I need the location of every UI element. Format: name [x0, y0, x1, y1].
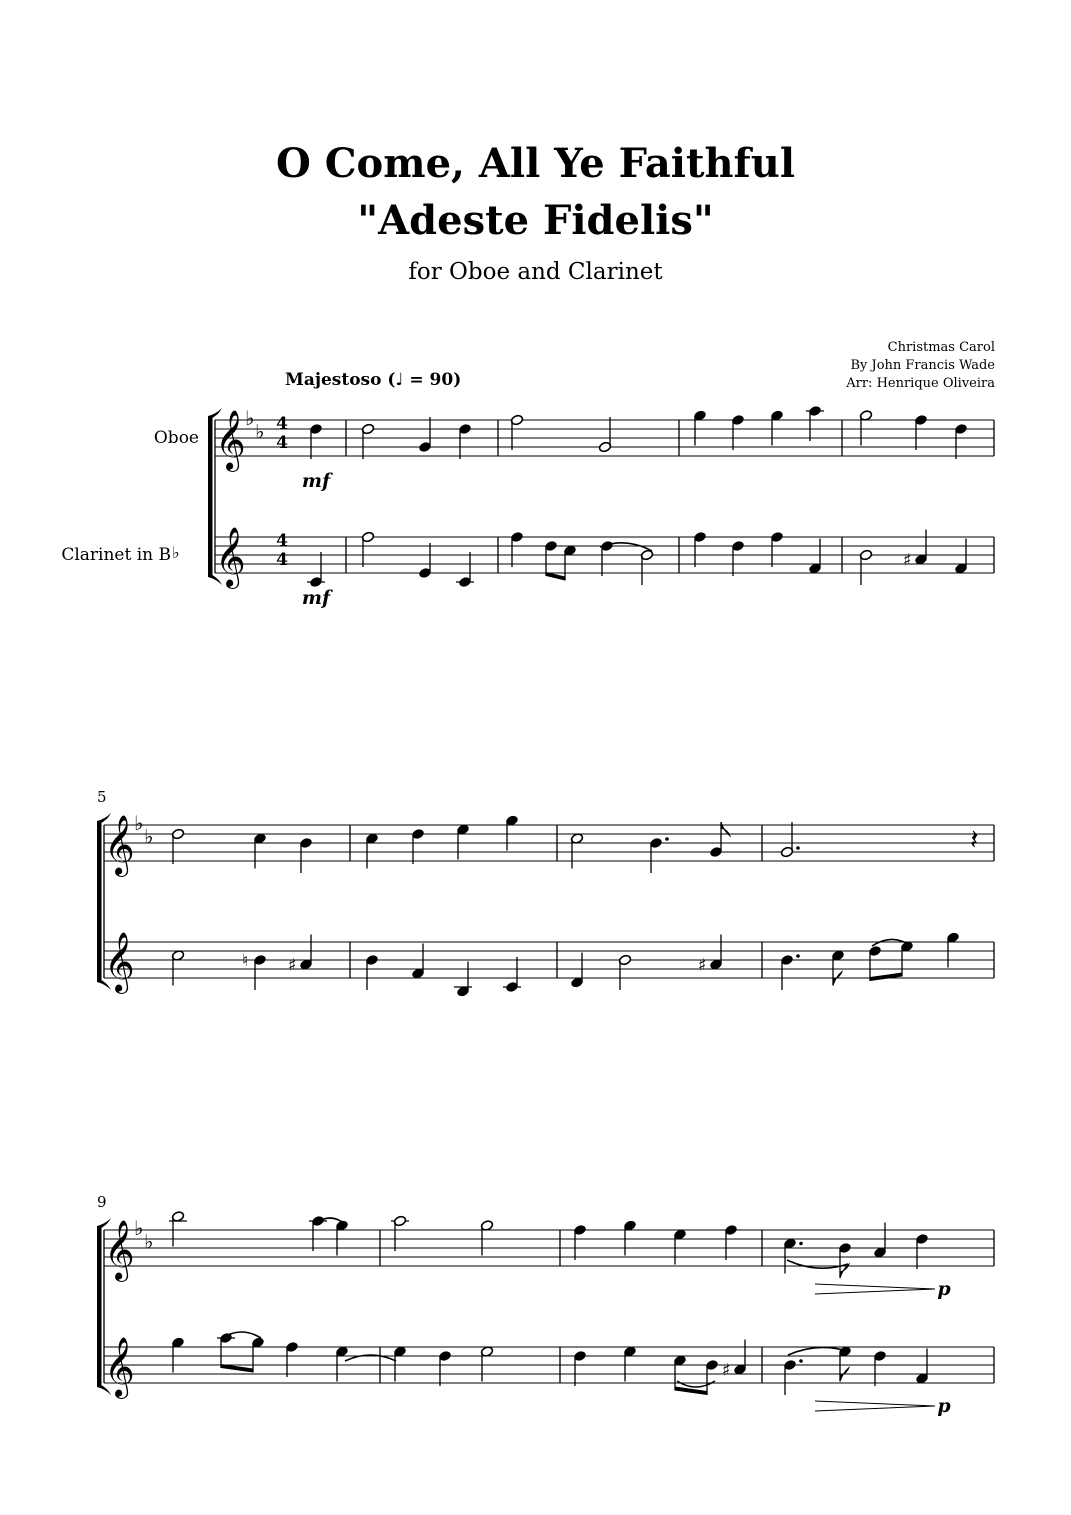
note: [623, 1220, 636, 1256]
note: [307, 552, 325, 588]
score-systems: [97, 405, 994, 1411]
note: [915, 1349, 928, 1385]
beam: [870, 973, 902, 982]
note: [505, 815, 518, 851]
key-signature-flat-icon: ♭: [144, 824, 154, 849]
note: [418, 417, 431, 453]
note: [361, 423, 374, 459]
natural-icon: ♮: [242, 951, 249, 971]
note: [563, 545, 576, 581]
note: [253, 833, 266, 869]
time-sig-numerator-clarinet: 4: [276, 531, 288, 551]
note: [570, 953, 583, 989]
note: [724, 1224, 737, 1260]
note: [954, 423, 967, 459]
sharp-icon: ♯: [288, 955, 297, 976]
note: [299, 837, 312, 873]
note: [838, 1242, 851, 1278]
decrescendo-hairpin: [815, 1284, 935, 1294]
note: [618, 954, 631, 990]
note: [640, 549, 653, 585]
note: [673, 1229, 686, 1265]
note: [693, 410, 706, 446]
note: [411, 944, 424, 980]
note: [731, 540, 744, 576]
system-bracket: [97, 821, 102, 982]
dynamic-mf-oboe: mf: [301, 470, 331, 492]
instrument-label-clarinet-flat: ♭: [172, 543, 180, 562]
note: [361, 531, 374, 567]
tempo-marking: Majestoso (♩ = 90): [285, 370, 462, 390]
note: [831, 950, 844, 986]
note: [570, 833, 583, 869]
note: [859, 549, 872, 585]
credit-composer: By John Francis Wade: [850, 358, 995, 373]
note: [731, 414, 744, 450]
time-signature-oboe: [276, 414, 288, 453]
note: [456, 552, 474, 588]
measure-number-9: 9: [97, 1193, 107, 1211]
note: [946, 932, 959, 968]
note: [454, 962, 472, 998]
note: [873, 1223, 886, 1259]
note: [783, 1238, 802, 1274]
note: [365, 833, 378, 869]
slur: [787, 1260, 848, 1268]
sharp-icon: ♯: [722, 1360, 731, 1381]
note: [171, 1337, 184, 1373]
note: [335, 1220, 348, 1256]
note: [480, 1220, 493, 1256]
quarter-rest-icon: 𝄽: [970, 823, 979, 856]
sharp-icon: ♯: [698, 955, 707, 976]
note: [251, 1337, 264, 1373]
note: [411, 828, 424, 864]
note: [623, 1346, 636, 1382]
note: [393, 1346, 406, 1382]
instrument-label-clarinet: Clarinet in B: [61, 545, 171, 565]
note: [285, 1341, 298, 1377]
note: [544, 540, 557, 576]
measure-number-5: 5: [97, 788, 107, 806]
note: [335, 1346, 348, 1382]
instrument-label-oboe: Oboe: [153, 428, 199, 448]
treble-clef-icon: 𝄞: [104, 932, 135, 992]
system-1: [208, 405, 994, 589]
time-sig-numerator-oboe: 4: [276, 414, 288, 434]
note: [806, 405, 824, 441]
dynamic-mf-clarinet: mf: [301, 587, 331, 609]
score-title-line2: "Adeste Fidelis": [357, 197, 714, 244]
time-signature-clarinet: [276, 531, 288, 570]
note: [510, 414, 523, 450]
note: [365, 954, 378, 990]
note: [573, 1224, 586, 1260]
dynamic-p-clarinet: p: [937, 1395, 951, 1417]
note: [954, 539, 967, 575]
time-sig-denominator-oboe: 4: [276, 433, 288, 453]
augmentation-dot: [799, 1359, 803, 1363]
treble-clef-icon: 𝄞: [104, 1337, 135, 1397]
treble-clef-icon: 𝄞: [215, 527, 246, 587]
note: [914, 414, 927, 450]
note: [693, 531, 706, 567]
note: [456, 824, 469, 860]
key-signature-flat-icon: ♭: [134, 1216, 144, 1240]
key-signature-flat-icon: ♭: [144, 1229, 154, 1254]
note: [458, 423, 471, 459]
note: [598, 417, 611, 453]
note: [171, 950, 184, 986]
treble-clef-icon: 𝄞: [104, 815, 135, 875]
note: [391, 1215, 409, 1251]
score-subtitle: for Oboe and Clarinet: [408, 259, 663, 285]
note: [217, 1332, 235, 1368]
note: [242, 951, 267, 990]
key-signature-flat-icon: ♭: [245, 406, 255, 430]
system-3: [97, 1211, 994, 1411]
note: [418, 543, 431, 579]
system-2: [97, 811, 994, 997]
note: [510, 531, 523, 567]
note: [808, 539, 821, 575]
slur: [677, 1381, 715, 1387]
system-bracket: [208, 416, 213, 577]
note: [873, 1350, 886, 1386]
credit-arranger: Arr: Henrique Oliveira: [846, 376, 995, 391]
decrescendo-hairpin: [815, 1401, 935, 1411]
dynamic-p-oboe: p: [937, 1278, 951, 1300]
augmentation-dot: [796, 954, 800, 958]
note: [915, 1233, 928, 1269]
augmentation-dot: [665, 837, 669, 841]
beam: [675, 1387, 707, 1396]
note: [438, 1350, 451, 1386]
treble-clef-icon: 𝄞: [104, 1220, 135, 1280]
note: [171, 828, 184, 864]
note: [868, 945, 881, 981]
system-bracket: [97, 1226, 102, 1387]
note: [900, 941, 913, 977]
treble-clef-icon: 𝄞: [215, 410, 246, 470]
note: [503, 957, 521, 993]
note: [770, 531, 783, 567]
note: [480, 1346, 493, 1382]
sharp-icon: ♯: [903, 550, 912, 571]
score-title-line1: O Come, All Ye Faithful: [275, 140, 796, 187]
augmentation-dot: [799, 1242, 803, 1246]
note: [770, 410, 783, 446]
note: [573, 1350, 586, 1386]
augmentation-dot: [796, 846, 800, 850]
time-sig-denominator-clarinet: 4: [276, 550, 288, 570]
note: [309, 423, 322, 459]
note: [705, 1359, 718, 1395]
note: [309, 1215, 327, 1251]
credit-origin: Christmas Carol: [887, 340, 995, 355]
key-signature-flat-icon: ♭: [134, 811, 144, 835]
key-signature-flat-icon: ♭: [255, 419, 265, 444]
note: [169, 1211, 187, 1247]
note: [859, 410, 872, 446]
